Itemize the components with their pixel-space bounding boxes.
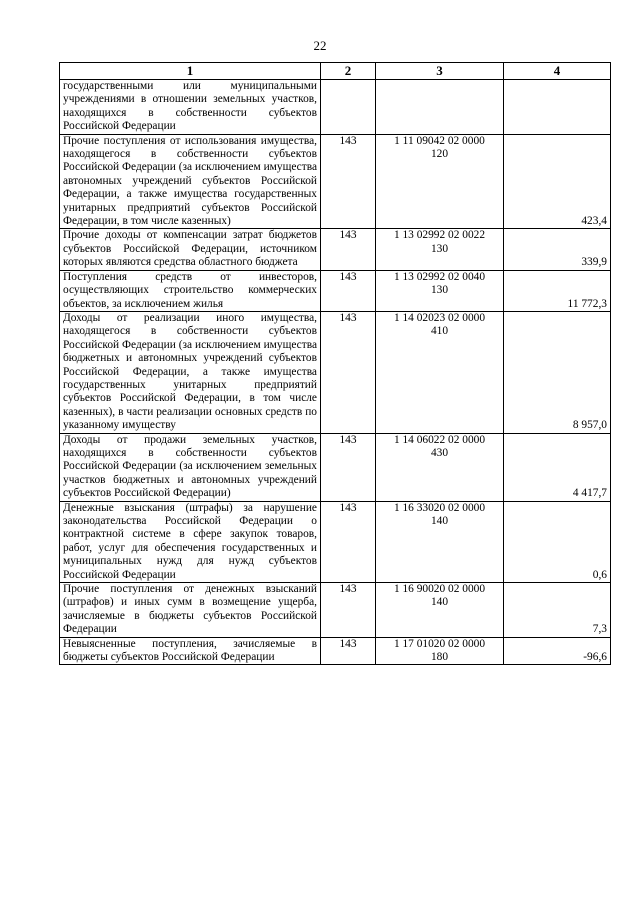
code-main: 1 13 02992 02 0022 bbox=[393, 229, 486, 242]
table-row bbox=[60, 134, 611, 229]
code-suffix: 430 bbox=[430, 446, 449, 459]
code-suffix: 180 bbox=[430, 651, 449, 664]
administrator-code: 143 bbox=[321, 501, 376, 582]
column-header: 4 bbox=[504, 63, 611, 80]
budget-classification-code bbox=[376, 134, 504, 229]
income-description: Денежные взыскания (штрафы) за нарушение законодательства Российской Федерации о контрактной системе в сфере закупок товаров, работ, услуг для обеспечения государственных и муниципальных нужд для нужд субъектов Российской Федерации bbox=[60, 501, 321, 582]
table-row bbox=[60, 583, 611, 638]
budget-classification-code bbox=[376, 637, 504, 665]
column-header: 2 bbox=[321, 63, 376, 80]
code-suffix: 120 bbox=[430, 148, 449, 161]
page-number: 22 bbox=[313, 38, 327, 53]
income-description: Невыясненные поступления, зачисляемые в бюджеты субъектов Российской Федерации bbox=[60, 637, 321, 665]
code-main: 1 14 02023 02 0000 bbox=[393, 311, 486, 324]
administrator-code: 143 bbox=[321, 270, 376, 311]
administrator-code bbox=[321, 80, 376, 135]
revenue-table bbox=[59, 62, 611, 665]
budget-classification-code bbox=[376, 311, 504, 433]
amount-value: 339,9 bbox=[504, 229, 611, 270]
code-main: 1 16 90020 02 0000 bbox=[393, 583, 486, 596]
table-header-row bbox=[60, 63, 611, 80]
budget-classification-code bbox=[376, 501, 504, 582]
administrator-code: 143 bbox=[321, 433, 376, 501]
code-suffix: 140 bbox=[430, 515, 449, 527]
amount-value: 0,6 bbox=[504, 501, 611, 582]
budget-classification-code bbox=[376, 583, 504, 638]
administrator-code: 143 bbox=[321, 311, 376, 433]
code-main: 1 16 33020 02 0000 bbox=[393, 501, 486, 514]
table-row bbox=[60, 433, 611, 501]
table-row bbox=[60, 229, 611, 270]
table-row bbox=[60, 311, 611, 433]
code-main: 1 13 02992 02 0040 bbox=[393, 270, 486, 283]
amount-value: 7,3 bbox=[504, 583, 611, 638]
table-row bbox=[60, 270, 611, 311]
income-description: Поступления средств от инвесторов, осуществляющих строительство коммерческих объектов, за исключением жилья bbox=[60, 270, 321, 311]
budget-classification-code bbox=[376, 270, 504, 311]
code-suffix: 130 bbox=[430, 284, 449, 297]
code-main: 1 14 06022 02 0000 bbox=[393, 433, 486, 446]
income-description: Прочие поступления от использования имущества, находящегося в собственности субъектов Российской Федерации (за исключением имущества автономных учреждений субъектов Российской Федерации, а также имущества государственных унитарных предприятий субъектов Российской Федерации, в том числе казенных) bbox=[60, 134, 321, 229]
code-suffix: 140 bbox=[430, 596, 449, 609]
table-row bbox=[60, 80, 611, 135]
amount-value: -96,6 bbox=[504, 637, 611, 665]
code-suffix: 410 bbox=[430, 325, 449, 338]
administrator-code: 143 bbox=[321, 583, 376, 638]
income-description: Доходы от продажи земельных участков, находящихся в собственности субъектов Российской Федерации (за исключением земельных участков бюджетных и автономных учреждений субъектов Российской Федерации) bbox=[60, 433, 321, 501]
budget-classification-code bbox=[376, 433, 504, 501]
code-suffix: 130 bbox=[430, 242, 449, 255]
table-row bbox=[60, 501, 611, 582]
budget-classification-code bbox=[376, 229, 504, 270]
budget-classification-code bbox=[376, 80, 504, 135]
administrator-code: 143 bbox=[321, 637, 376, 665]
administrator-code: 143 bbox=[321, 229, 376, 270]
amount-value: 11 772,3 bbox=[504, 270, 611, 311]
code-main: 1 17 01020 02 0000 bbox=[393, 637, 486, 650]
amount-value: 4 417,7 bbox=[504, 433, 611, 501]
code-main: 1 11 09042 02 0000 bbox=[394, 134, 485, 147]
income-description: Прочие доходы от компенсации затрат бюджетов субъектов Российской Федерации, источником которых являются средства областного бюджета bbox=[60, 229, 321, 270]
amount-value: 423,4 bbox=[504, 134, 611, 229]
amount-value bbox=[504, 80, 611, 135]
column-header: 1 bbox=[60, 63, 321, 80]
income-description: Прочие поступления от денежных взысканий (штрафов) и иных сумм в возмещение ущерба, зачисляемые в бюджеты субъектов Российской Федерации bbox=[60, 583, 321, 638]
administrator-code: 143 bbox=[321, 134, 376, 229]
income-description: Доходы от реализации иного имущества, находящегося в собственности субъектов Российской Федерации (за исключением имущества бюджетных и автономных учреждений субъектов Российской Федерации, а также имущества государственных унитарных предприятий субъектов Российской Федерации, в том числе казенных), в части реализации основных средств по указанному имуществу bbox=[60, 311, 321, 433]
amount-value: 8 957,0 bbox=[504, 311, 611, 433]
column-header: 3 bbox=[376, 63, 504, 80]
income-description: государственными или муниципальными учреждениями в отношении земельных участков, находящихся в собственности субъектов Российской Федерации bbox=[60, 80, 321, 135]
table-row bbox=[60, 637, 611, 665]
